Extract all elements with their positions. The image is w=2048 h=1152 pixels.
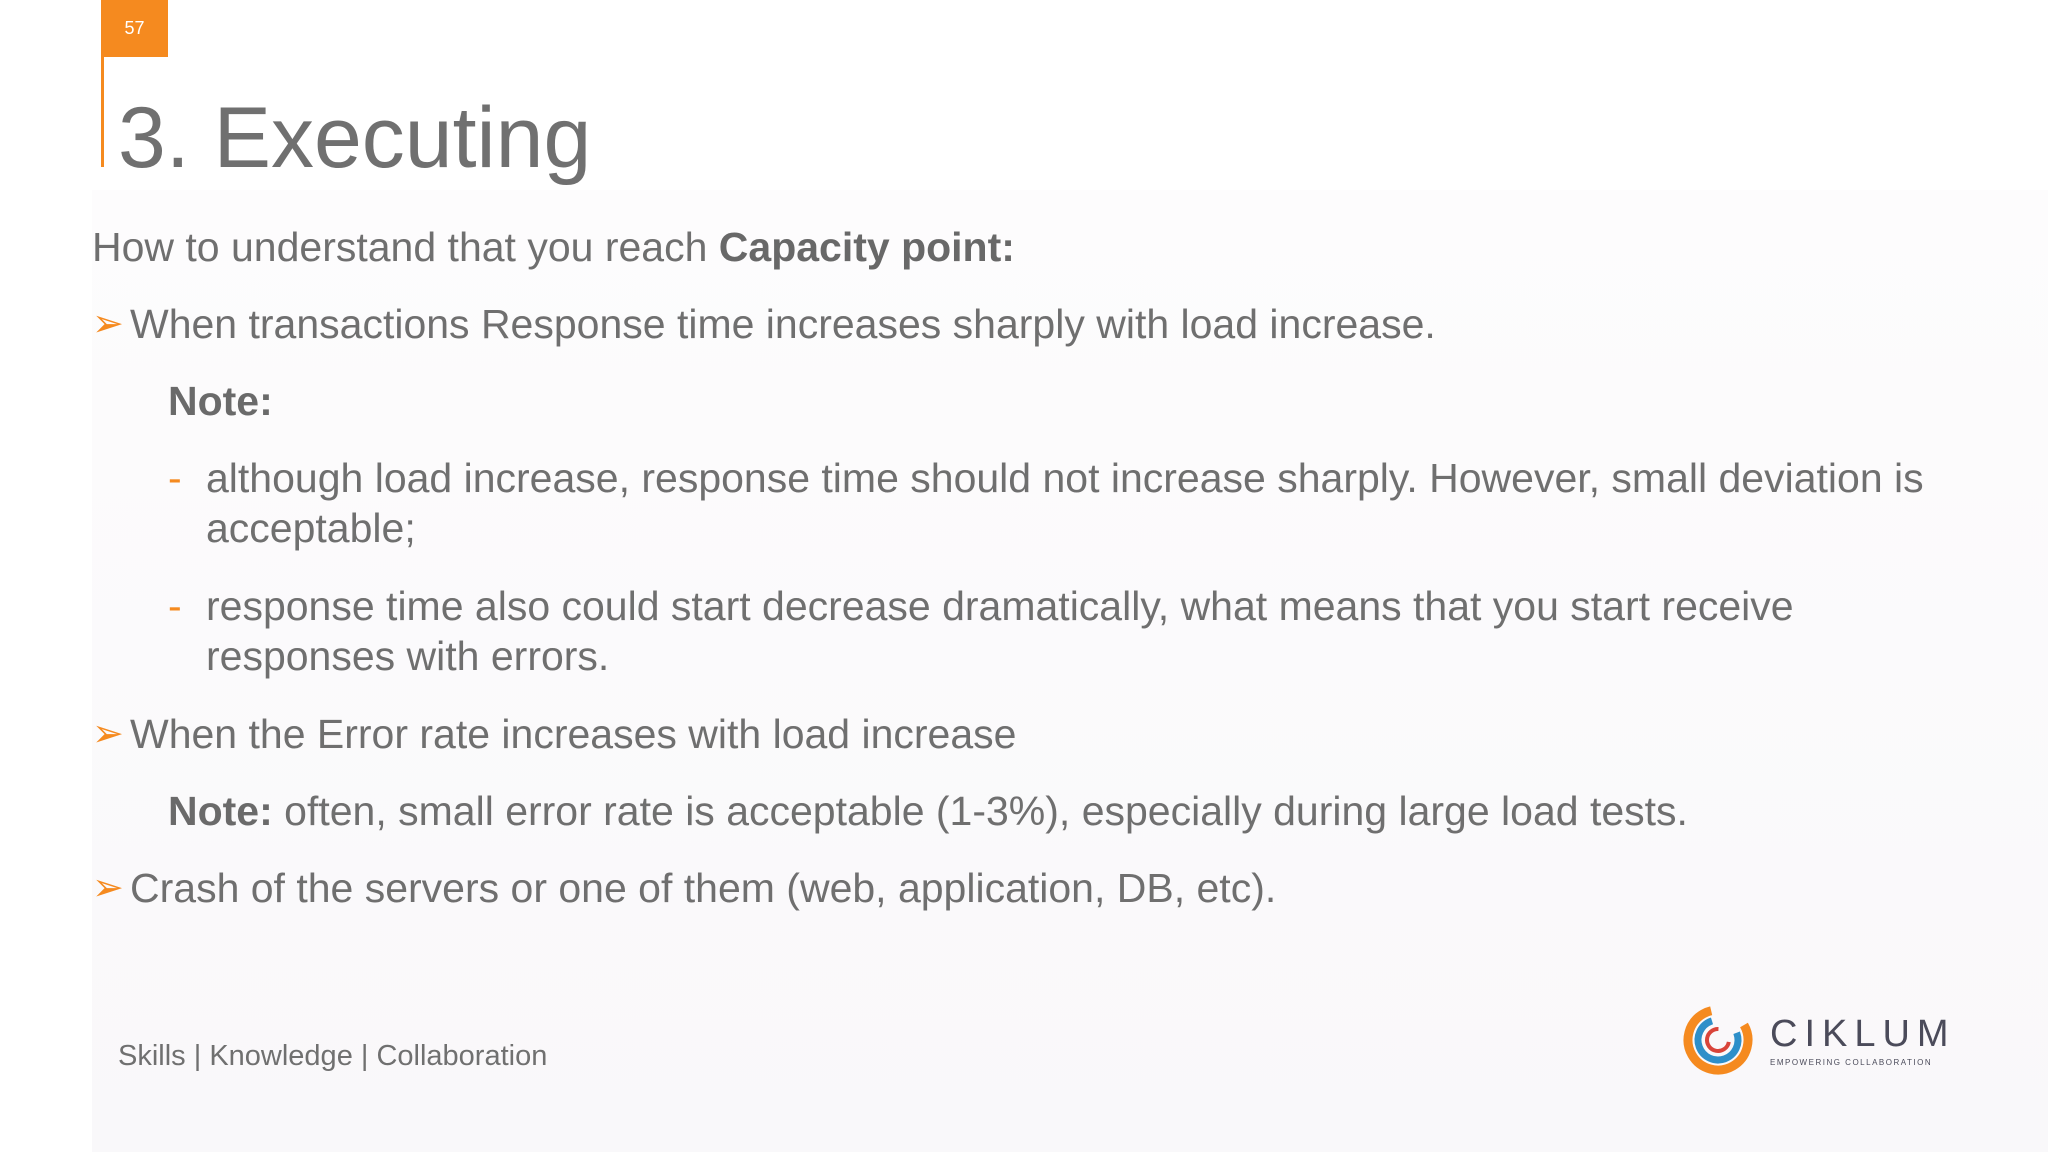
bullet-item <box>92 709 1016 759</box>
footer-tagline: Skills | Knowledge | Collaboration <box>118 1040 548 1072</box>
bullet-text: Crash of the servers or one of them (web, application, DB, etc). <box>130 865 1277 911</box>
bullet-text: When transactions Response time increases sharply with load increase. <box>130 301 1436 347</box>
logo-text <box>1770 1014 1956 1067</box>
arrow-bullet-icon: ➢ <box>92 713 124 755</box>
bullet-text: When the Error rate increases with load increase <box>130 711 1017 757</box>
note-label: Note: <box>168 788 273 834</box>
note-list-text: although load increase, response time should not increase sharply. However, small deviation is acceptable; <box>206 455 1924 551</box>
ciklum-logo-icon <box>1682 1004 1754 1076</box>
note-text: often, small error rate is acceptable (1-3%), especially during large load tests. <box>272 788 1688 834</box>
dash-marker: - <box>168 455 182 501</box>
note-label: Note: <box>168 378 273 424</box>
intro-bold: Capacity point: <box>718 224 1015 270</box>
dash-marker: - <box>168 583 182 629</box>
note-line <box>168 786 1688 836</box>
slide-title: 3. Executing <box>118 90 592 186</box>
intro-text <box>92 222 1015 272</box>
bullet-item <box>92 863 1276 913</box>
arrow-bullet-icon: ➢ <box>92 303 124 345</box>
note-list-item <box>168 581 1968 681</box>
ciklum-logo <box>1682 1004 1956 1076</box>
intro-prefix: How to understand that you reach <box>92 224 719 270</box>
note-list-item <box>168 453 1968 553</box>
logo-tagline: EMPOWERING COLLABORATION <box>1770 1057 1933 1067</box>
arrow-bullet-icon: ➢ <box>92 867 124 909</box>
bullet-item <box>92 299 1436 349</box>
page-number-badge: 57 <box>101 0 168 57</box>
title-accent-line <box>101 57 104 167</box>
note-list-text: response time also could start decrease dramatically, what means that you start receive responses with errors. <box>206 583 1794 679</box>
logo-name: CIKLUM <box>1770 1012 1956 1055</box>
